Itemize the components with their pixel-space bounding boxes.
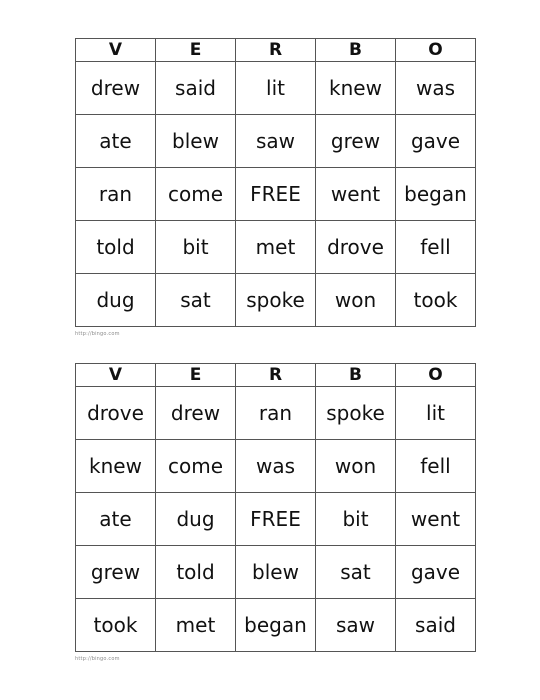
grid-row — [76, 599, 476, 652]
grid-cell: grew — [76, 546, 156, 599]
grid-cell: come — [156, 440, 236, 493]
credit-text: http://bingo.com — [75, 331, 120, 337]
grid-cell: lit — [236, 62, 316, 115]
grid-cell: bit — [156, 221, 236, 274]
grid-cell: knew — [316, 62, 396, 115]
grid-row — [76, 168, 476, 221]
grid-cell: met — [156, 599, 236, 652]
grid-cell: said — [156, 62, 236, 115]
grid-cell: sat — [156, 274, 236, 327]
grid-cell: blew — [236, 546, 316, 599]
grid-cell: come — [156, 168, 236, 221]
grid-cell: ate — [76, 493, 156, 546]
free-space-cell: FREE — [236, 493, 316, 546]
grid-row — [76, 546, 476, 599]
header-cell-b: B — [316, 364, 396, 387]
header-cell-o: O — [396, 364, 476, 387]
grid-row — [76, 493, 476, 546]
grid-cell: gave — [396, 115, 476, 168]
grid-cell: said — [396, 599, 476, 652]
grid-cell: dug — [76, 274, 156, 327]
grid-row — [76, 115, 476, 168]
grid-cell: went — [316, 168, 396, 221]
grid-cell: took — [76, 599, 156, 652]
grid-row — [76, 440, 476, 493]
header-cell-b: B — [316, 39, 396, 62]
grid-cell: sat — [316, 546, 396, 599]
grid-cell: lit — [396, 387, 476, 440]
grid-row — [76, 62, 476, 115]
header-cell-r: R — [236, 39, 316, 62]
bingo-grid — [75, 363, 476, 652]
grid-cell: drove — [76, 387, 156, 440]
grid-row — [76, 387, 476, 440]
grid-cell: blew — [156, 115, 236, 168]
header-cell-r: R — [236, 364, 316, 387]
grid-row — [76, 221, 476, 274]
grid-cell: began — [396, 168, 476, 221]
grid-cell: won — [316, 440, 396, 493]
grid-cell: ate — [76, 115, 156, 168]
header-cell-o: O — [396, 39, 476, 62]
grid-cell: spoke — [236, 274, 316, 327]
grid-cell: dug — [156, 493, 236, 546]
grid-cell: drove — [316, 221, 396, 274]
grid-cell: saw — [236, 115, 316, 168]
header-cell-v: V — [76, 364, 156, 387]
bingo-grid — [75, 38, 476, 327]
grid-cell: drew — [76, 62, 156, 115]
grid-cell: told — [76, 221, 156, 274]
grid-cell: fell — [396, 440, 476, 493]
grid-cell: ran — [76, 168, 156, 221]
grid-cell: was — [396, 62, 476, 115]
grid-cell: went — [396, 493, 476, 546]
grid-cell: spoke — [316, 387, 396, 440]
header-cell-v: V — [76, 39, 156, 62]
grid-cell: knew — [76, 440, 156, 493]
header-cell-e: E — [156, 364, 236, 387]
bingo-card-2 — [75, 363, 476, 664]
grid-cell: ran — [236, 387, 316, 440]
header-row — [76, 39, 476, 62]
grid-cell: won — [316, 274, 396, 327]
grid-cell: met — [236, 221, 316, 274]
bingo-card-1 — [75, 38, 476, 339]
grid-row — [76, 274, 476, 327]
header-cell-e: E — [156, 39, 236, 62]
grid-cell: gave — [396, 546, 476, 599]
header-row — [76, 364, 476, 387]
grid-cell: saw — [316, 599, 396, 652]
free-space-cell: FREE — [236, 168, 316, 221]
grid-cell: told — [156, 546, 236, 599]
grid-cell: drew — [156, 387, 236, 440]
grid-cell: took — [396, 274, 476, 327]
grid-cell: was — [236, 440, 316, 493]
grid-cell: fell — [396, 221, 476, 274]
grid-cell: bit — [316, 493, 396, 546]
grid-cell: grew — [316, 115, 396, 168]
grid-cell: began — [236, 599, 316, 652]
credit-text: http://bingo.com — [75, 656, 120, 662]
